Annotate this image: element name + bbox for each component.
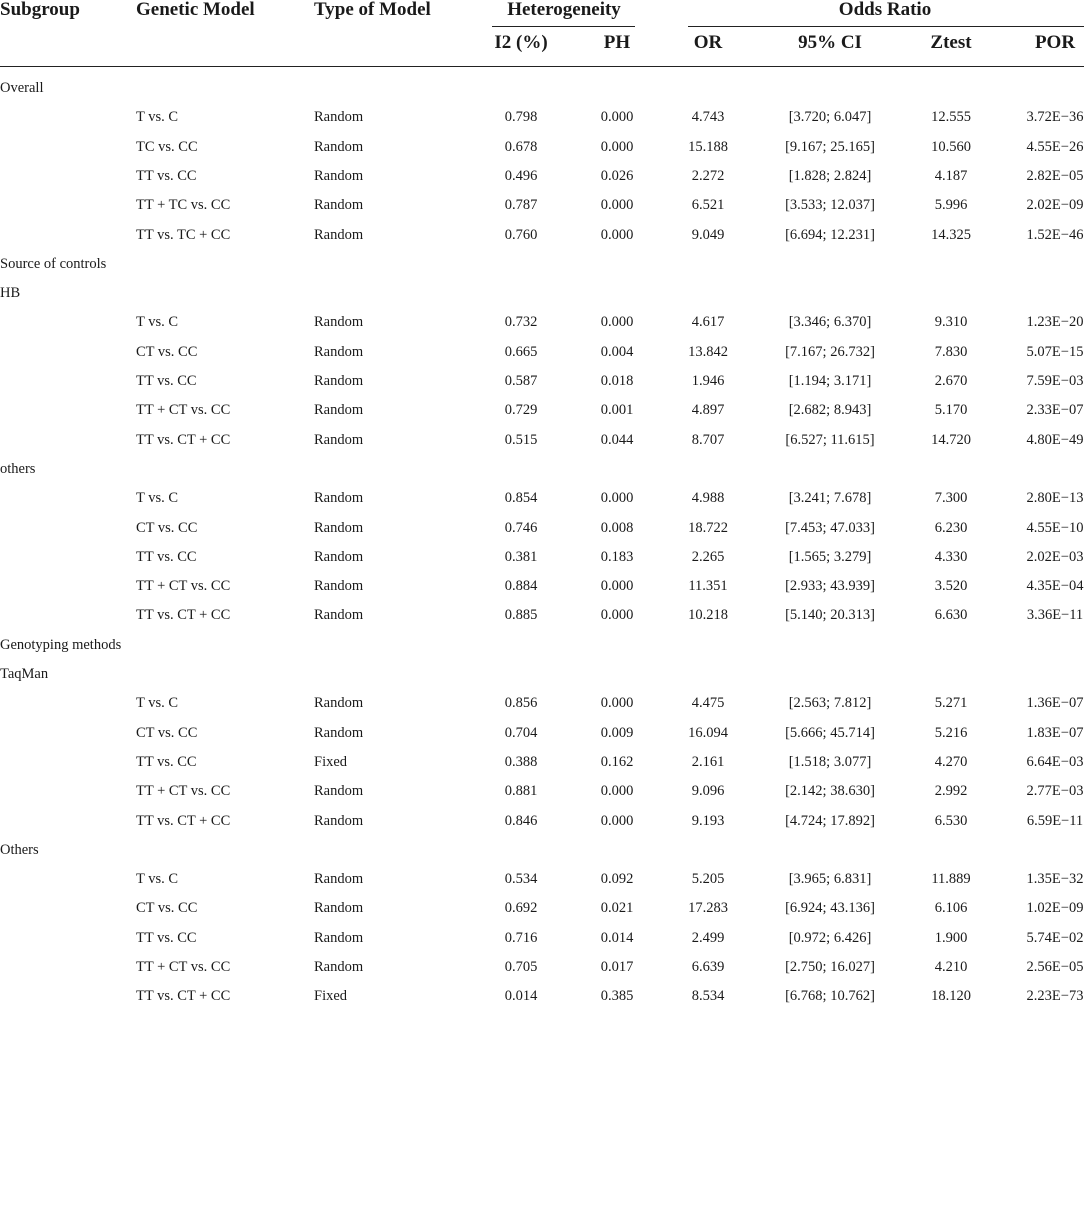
ci-cell: [3.346; 6.370]: [788, 314, 872, 330]
i2-cell: 0.534: [504, 871, 538, 887]
or-cell: 2.272: [691, 168, 725, 184]
ph-cell: 0.000: [600, 490, 634, 506]
genetic-model-cell: TC vs. CC: [136, 139, 198, 155]
header-type-of-model: Type of Model: [314, 0, 431, 20]
i2-cell: 0.381: [504, 549, 538, 565]
or-cell: 4.743: [691, 109, 725, 125]
type-of-model-cell: Random: [314, 959, 364, 975]
ci-cell: [1.828; 2.824]: [788, 168, 872, 184]
ph-cell: 0.000: [600, 695, 634, 711]
por-cell: 2.80E−13: [1026, 490, 1084, 506]
ph-cell: 0.000: [600, 197, 634, 213]
genetic-model-cell: TT vs. CC: [136, 168, 197, 184]
i2-cell: 0.760: [504, 227, 538, 243]
i2-cell: 0.798: [504, 109, 538, 125]
por-cell: 2.33E−07: [1026, 402, 1084, 418]
type-of-model-cell: Random: [314, 930, 364, 946]
por-cell: 4.80E−49: [1026, 432, 1084, 448]
genetic-model-cell: CT vs. CC: [136, 520, 198, 536]
ci-cell: [9.167; 25.165]: [785, 139, 875, 155]
or-cell: 4.897: [691, 402, 725, 418]
or-cell: 1.946: [691, 373, 725, 389]
por-cell: 3.72E−36: [1026, 109, 1084, 125]
por-cell: 2.56E−05: [1026, 959, 1084, 975]
type-of-model-cell: Random: [314, 432, 364, 448]
i2-cell: 0.515: [504, 432, 538, 448]
i2-cell: 0.732: [504, 314, 538, 330]
ci-cell: [4.724; 17.892]: [785, 813, 875, 829]
ci-cell: [6.527; 11.615]: [785, 432, 875, 448]
or-cell: 9.193: [691, 813, 725, 829]
ph-cell: 0.000: [600, 314, 634, 330]
ztest-cell: 4.330: [934, 549, 968, 565]
type-of-model-cell: Random: [314, 725, 364, 741]
ci-cell: [7.167; 26.732]: [785, 344, 875, 360]
ph-cell: 0.018: [600, 373, 634, 389]
por-cell: 7.59E−03: [1026, 373, 1084, 389]
por-cell: 3.36E−11: [1026, 607, 1084, 623]
or-cell: 8.534: [691, 988, 725, 1004]
ztest-cell: 4.270: [934, 754, 968, 770]
i2-cell: 0.665: [504, 344, 538, 360]
or-cell: 4.475: [691, 695, 725, 711]
genetic-model-cell: TT vs. CC: [136, 930, 197, 946]
ztest-cell: 7.300: [934, 490, 968, 506]
ph-cell: 0.044: [600, 432, 634, 448]
or-cell: 9.096: [691, 783, 725, 799]
ci-cell: [5.140; 20.313]: [785, 607, 875, 623]
por-cell: 6.64E−03: [1026, 754, 1084, 770]
ci-cell: [2.933; 43.939]: [785, 578, 875, 594]
ph-cell: 0.000: [600, 813, 634, 829]
i2-cell: 0.587: [504, 373, 538, 389]
ph-cell: 0.000: [600, 139, 634, 155]
i2-cell: 0.746: [504, 520, 538, 536]
ph-cell: 0.017: [600, 959, 634, 975]
por-cell: 1.23E−20: [1026, 314, 1084, 330]
type-of-model-cell: Random: [314, 227, 364, 243]
i2-cell: 0.787: [504, 197, 538, 213]
ci-cell: [3.720; 6.047]: [788, 109, 872, 125]
i2-cell: 0.884: [504, 578, 538, 594]
or-cell: 13.842: [688, 344, 728, 360]
por-cell: 2.02E−09: [1026, 197, 1084, 213]
i2-cell: 0.856: [504, 695, 538, 711]
ztest-cell: 5.996: [934, 197, 968, 213]
ph-cell: 0.000: [600, 578, 634, 594]
ci-cell: [2.142; 38.630]: [785, 783, 875, 799]
ztest-cell: 4.210: [934, 959, 968, 975]
ci-cell: [1.194; 3.171]: [788, 373, 872, 389]
type-of-model-cell: Random: [314, 109, 364, 125]
por-cell: 1.83E−07: [1026, 725, 1084, 741]
por-cell: 2.82E−05: [1026, 168, 1084, 184]
ph-cell: 0.162: [600, 754, 634, 770]
ztest-cell: 5.271: [934, 695, 968, 711]
or-cell: 6.521: [691, 197, 725, 213]
subgroup-label: Others: [0, 842, 39, 858]
por-cell: 1.35E−32: [1026, 871, 1084, 887]
or-cell: 9.049: [691, 227, 725, 243]
genetic-model-cell: TT + TC vs. CC: [136, 197, 231, 213]
ztest-cell: 12.555: [931, 109, 971, 125]
ph-cell: 0.000: [600, 227, 634, 243]
ph-cell: 0.385: [600, 988, 634, 1004]
ph-cell: 0.183: [600, 549, 634, 565]
subgroup-label: Genotyping methods: [0, 637, 122, 653]
or-cell: 6.639: [691, 959, 725, 975]
type-of-model-cell: Random: [314, 578, 364, 594]
heterogeneity-rule: [492, 26, 635, 27]
ph-cell: 0.000: [600, 109, 634, 125]
ci-cell: [0.972; 6.426]: [788, 930, 872, 946]
or-cell: 5.205: [691, 871, 725, 887]
header-i2: I2 (%): [494, 32, 548, 53]
ph-cell: 0.000: [600, 783, 634, 799]
genetic-model-cell: TT vs. TC + CC: [136, 227, 231, 243]
i2-cell: 0.716: [504, 930, 538, 946]
subgroup-label: HB: [0, 285, 21, 301]
i2-cell: 0.678: [504, 139, 538, 155]
i2-cell: 0.496: [504, 168, 538, 184]
ztest-cell: 14.325: [931, 227, 971, 243]
ztest-cell: 11.889: [931, 871, 971, 887]
type-of-model-cell: Random: [314, 168, 364, 184]
ztest-cell: 18.120: [931, 988, 971, 1004]
type-of-model-cell: Random: [314, 314, 364, 330]
ztest-cell: 2.670: [934, 373, 968, 389]
subgroup-label: Overall: [0, 80, 44, 96]
type-of-model-cell: Fixed: [314, 754, 348, 770]
type-of-model-cell: Random: [314, 344, 364, 360]
header-95-ci: 95% CI: [798, 32, 862, 53]
i2-cell: 0.692: [504, 900, 538, 916]
genetic-model-cell: TT vs. CT + CC: [136, 432, 231, 448]
i2-cell: 0.885: [504, 607, 538, 623]
subgroup-label: TaqMan: [0, 666, 49, 682]
or-cell: 2.161: [691, 754, 725, 770]
por-cell: 4.35E−04: [1026, 578, 1084, 594]
or-cell: 17.283: [688, 900, 728, 916]
por-cell: 2.02E−03: [1026, 549, 1084, 565]
i2-cell: 0.014: [504, 988, 538, 1004]
ztest-cell: 14.720: [931, 432, 971, 448]
ci-cell: [6.694; 12.231]: [785, 227, 875, 243]
ci-cell: [2.750; 16.027]: [785, 959, 875, 975]
or-cell: 11.351: [688, 578, 728, 594]
ztest-cell: 6.630: [934, 607, 968, 623]
genetic-model-cell: TT + CT vs. CC: [136, 578, 231, 594]
ci-cell: [3.965; 6.831]: [788, 871, 872, 887]
header-heterogeneity: Heterogeneity: [507, 0, 621, 20]
genetic-model-cell: TT vs. CC: [136, 373, 197, 389]
header-bottom-rule: [0, 66, 1084, 67]
header-por: POR: [1034, 32, 1076, 53]
ci-cell: [6.924; 43.136]: [785, 900, 875, 916]
ph-cell: 0.001: [600, 402, 634, 418]
header-odds-ratio: Odds Ratio: [838, 0, 932, 20]
ph-cell: 0.004: [600, 344, 634, 360]
i2-cell: 0.854: [504, 490, 538, 506]
genetic-model-cell: T vs. C: [136, 490, 179, 506]
genetic-model-cell: TT vs. CT + CC: [136, 813, 231, 829]
ztest-cell: 2.992: [934, 783, 968, 799]
header-ph: PH: [603, 32, 631, 53]
type-of-model-cell: Random: [314, 490, 364, 506]
ph-cell: 0.092: [600, 871, 634, 887]
por-cell: 1.02E−09: [1026, 900, 1084, 916]
genetic-model-cell: T vs. C: [136, 314, 179, 330]
genetic-model-cell: TT + CT vs. CC: [136, 959, 231, 975]
por-cell: 5.74E−02: [1026, 930, 1084, 946]
header-genetic-model: Genetic Model: [136, 0, 255, 20]
or-cell: 2.499: [691, 930, 725, 946]
or-cell: 4.988: [691, 490, 725, 506]
i2-cell: 0.846: [504, 813, 538, 829]
ph-cell: 0.026: [600, 168, 634, 184]
ztest-cell: 3.520: [934, 578, 968, 594]
or-cell: 10.218: [688, 607, 728, 623]
ci-cell: [3.241; 7.678]: [788, 490, 872, 506]
genetic-model-cell: TT vs. CC: [136, 754, 197, 770]
genetic-model-cell: CT vs. CC: [136, 344, 198, 360]
ztest-cell: 6.230: [934, 520, 968, 536]
header-subgroup: Subgroup: [0, 0, 80, 20]
ph-cell: 0.008: [600, 520, 634, 536]
i2-cell: 0.388: [504, 754, 538, 770]
ph-cell: 0.009: [600, 725, 634, 741]
ztest-cell: 9.310: [934, 314, 968, 330]
ci-cell: [2.563; 7.812]: [788, 695, 872, 711]
i2-cell: 0.704: [504, 725, 538, 741]
ci-cell: [2.682; 8.943]: [788, 402, 872, 418]
genetic-model-cell: T vs. C: [136, 871, 179, 887]
ci-cell: [5.666; 45.714]: [785, 725, 875, 741]
or-cell: 16.094: [688, 725, 728, 741]
ph-cell: 0.014: [600, 930, 634, 946]
type-of-model-cell: Random: [314, 197, 364, 213]
ztest-cell: 10.560: [931, 139, 971, 155]
ztest-cell: 4.187: [934, 168, 968, 184]
por-cell: 1.36E−07: [1026, 695, 1084, 711]
genetic-model-cell: TT vs. CC: [136, 549, 197, 565]
genetic-model-cell: CT vs. CC: [136, 725, 198, 741]
ph-cell: 0.000: [600, 607, 634, 623]
por-cell: 4.55E−10: [1026, 520, 1084, 536]
i2-cell: 0.881: [504, 783, 538, 799]
ztest-cell: 5.216: [934, 725, 968, 741]
subgroup-label: Source of controls: [0, 256, 107, 272]
i2-cell: 0.729: [504, 402, 538, 418]
or-cell: 4.617: [691, 314, 725, 330]
ci-cell: [1.565; 3.279]: [788, 549, 872, 565]
type-of-model-cell: Random: [314, 871, 364, 887]
header-or: OR: [693, 32, 723, 53]
type-of-model-cell: Random: [314, 783, 364, 799]
ztest-cell: 1.900: [934, 930, 968, 946]
type-of-model-cell: Random: [314, 695, 364, 711]
ci-cell: [6.768; 10.762]: [785, 988, 875, 1004]
type-of-model-cell: Random: [314, 900, 364, 916]
ztest-cell: 6.106: [934, 900, 968, 916]
genetic-model-cell: TT + CT vs. CC: [136, 402, 231, 418]
por-cell: 2.77E−03: [1026, 783, 1084, 799]
genetic-model-cell: T vs. C: [136, 109, 179, 125]
type-of-model-cell: Random: [314, 813, 364, 829]
ci-cell: [7.453; 47.033]: [785, 520, 875, 536]
type-of-model-cell: Random: [314, 520, 364, 536]
por-cell: 4.55E−26: [1026, 139, 1084, 155]
type-of-model-cell: Fixed: [314, 988, 348, 1004]
genetic-model-cell: TT vs. CT + CC: [136, 607, 231, 623]
genetic-model-cell: CT vs. CC: [136, 900, 198, 916]
or-cell: 18.722: [688, 520, 728, 536]
genetic-model-cell: T vs. C: [136, 695, 179, 711]
por-cell: 6.59E−11: [1026, 813, 1084, 829]
type-of-model-cell: Random: [314, 402, 364, 418]
ztest-cell: 5.170: [934, 402, 968, 418]
ph-cell: 0.021: [600, 900, 634, 916]
ci-cell: [3.533; 12.037]: [785, 197, 875, 213]
or-cell: 2.265: [691, 549, 725, 565]
genetic-model-cell: TT vs. CT + CC: [136, 988, 231, 1004]
type-of-model-cell: Random: [314, 607, 364, 623]
genetic-model-cell: TT + CT vs. CC: [136, 783, 231, 799]
type-of-model-cell: Random: [314, 139, 364, 155]
ztest-cell: 6.530: [934, 813, 968, 829]
ci-cell: [1.518; 3.077]: [788, 754, 872, 770]
por-cell: 2.23E−73: [1026, 988, 1084, 1004]
type-of-model-cell: Random: [314, 549, 364, 565]
header-ztest: Ztest: [930, 32, 972, 53]
por-cell: 1.52E−46: [1026, 227, 1084, 243]
odds-ratio-rule: [688, 26, 1084, 27]
ztest-cell: 7.830: [934, 344, 968, 360]
subgroup-label: others: [0, 461, 36, 477]
or-cell: 8.707: [691, 432, 725, 448]
type-of-model-cell: Random: [314, 373, 364, 389]
i2-cell: 0.705: [504, 959, 538, 975]
or-cell: 15.188: [688, 139, 728, 155]
por-cell: 5.07E−15: [1026, 344, 1084, 360]
